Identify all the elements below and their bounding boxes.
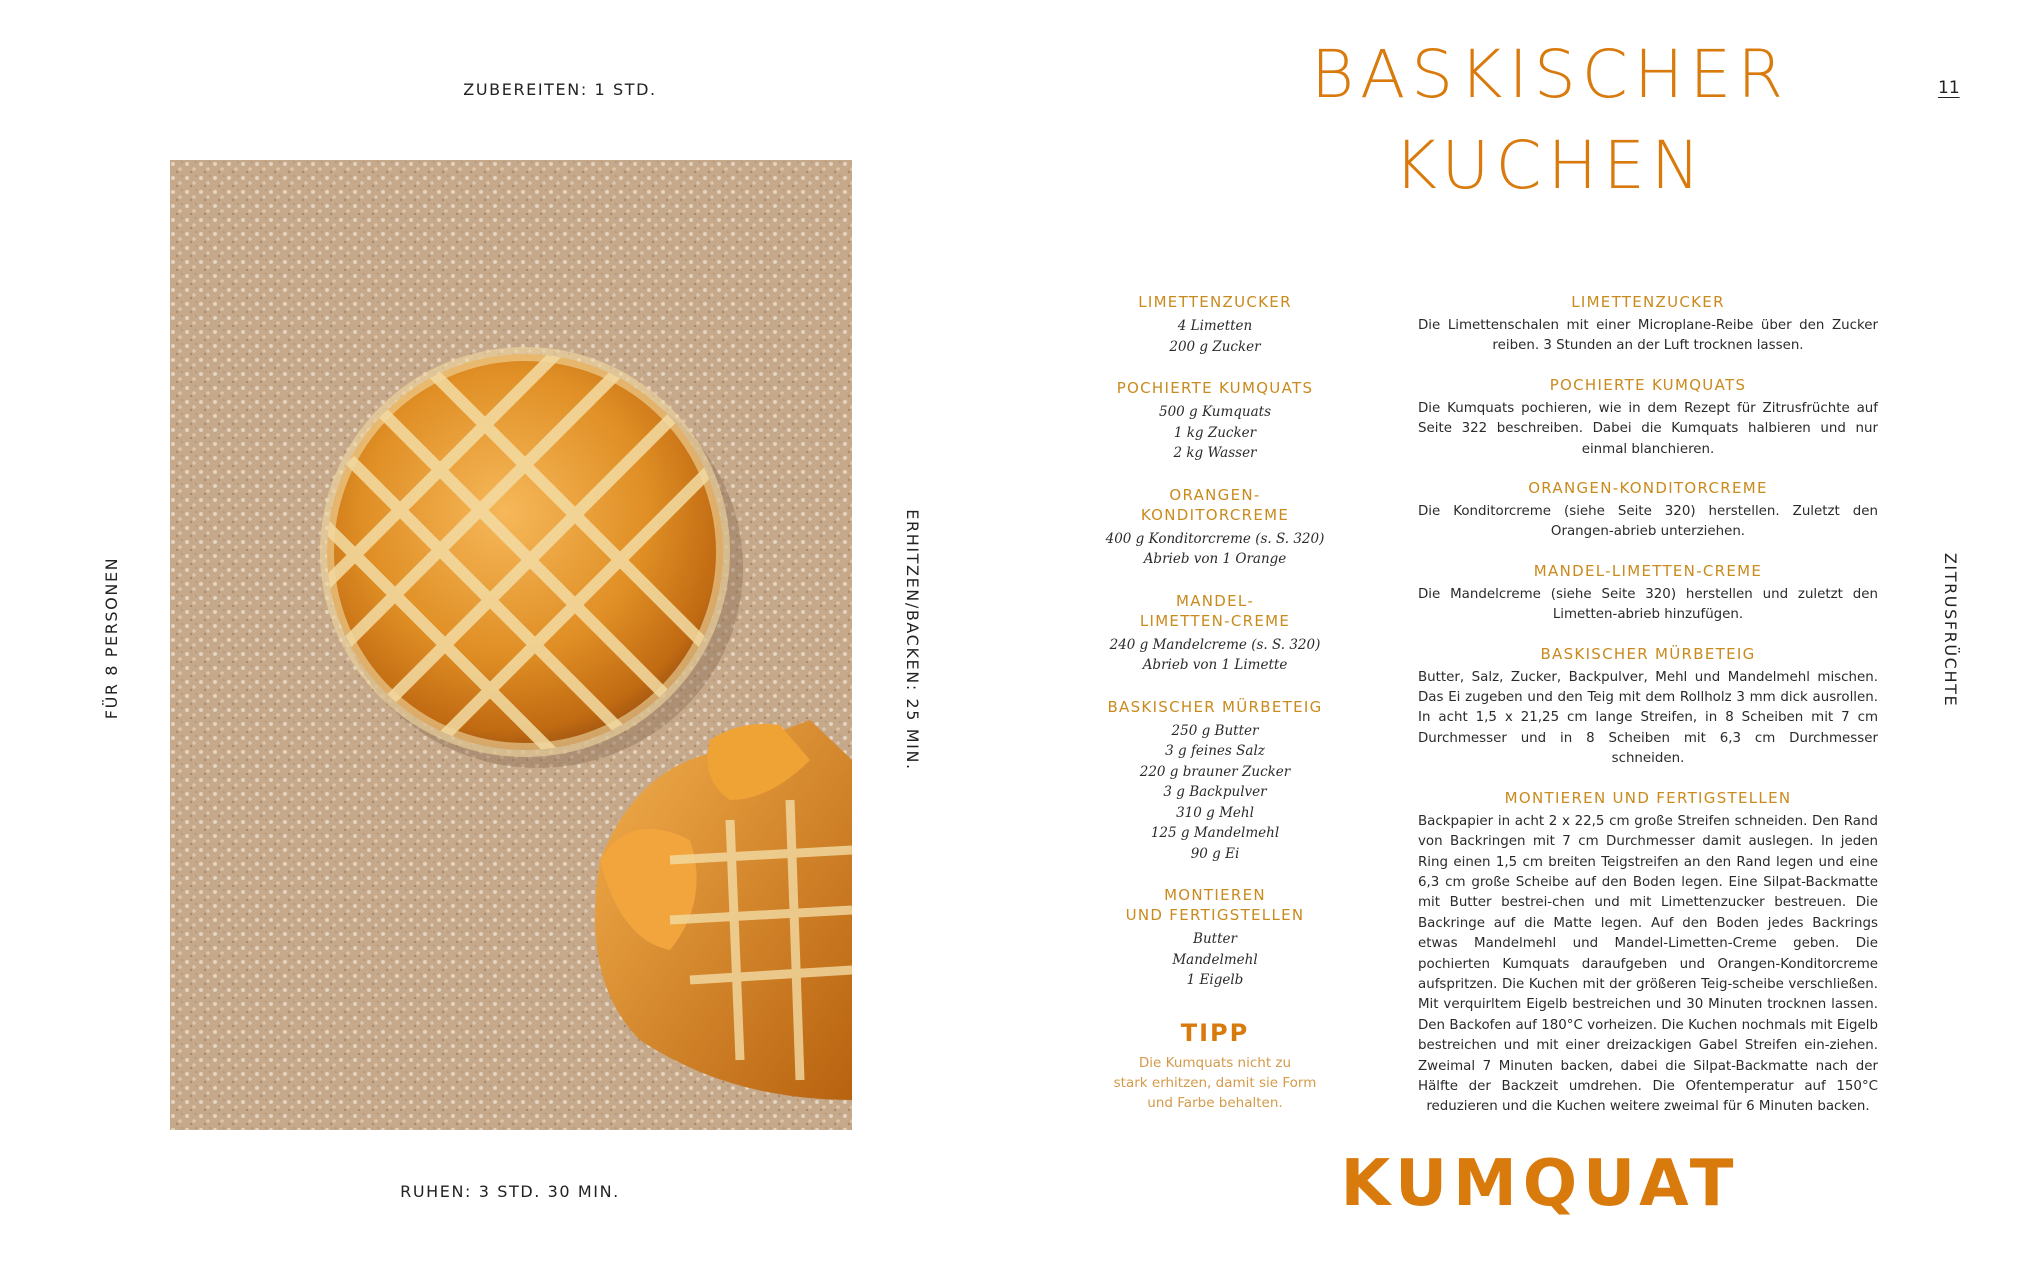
ingredient-line: 500 g Kumquats [1158, 404, 1271, 420]
method-step-title: ORANGEN-KONDITORCREME [1528, 479, 1768, 498]
bake-time: ERHITZEN/BACKEN: 25 MIN. [903, 509, 922, 771]
ingredient-line: 1 Eigelb [1186, 972, 1244, 988]
ingredient-line: 400 g Konditorcreme (s. S. 320) [1105, 530, 1325, 547]
section-label: ZITRUSFRÜCHTE [1941, 552, 1960, 708]
ingredient-group [1090, 591, 1340, 676]
cake-photo [170, 160, 852, 1130]
ingredient-line: 2 kg Wasser [1173, 445, 1257, 461]
ingredient-group-title: MANDEL- LIMETTEN-CREME [1139, 591, 1291, 630]
method-step [1418, 375, 1878, 460]
ingredient-name: KUMQUAT [1340, 1147, 1740, 1221]
method-step [1418, 292, 1878, 357]
method-step [1418, 788, 1878, 1118]
method-step [1418, 561, 1878, 626]
method-step-text: Die Limettenschalen mit einer Microplane-Reibe über den Zucker reiben. 3 Stunden an der Luft trocknen lassen. [1418, 318, 1878, 354]
ingredient-line: Butter [1193, 931, 1237, 947]
tipp-title: TIPP [1180, 1018, 1250, 1047]
ingredient-group-title: ORANGEN- KONDITORCREME [1140, 485, 1290, 524]
ingredient-line: 1 kg Zucker [1173, 424, 1257, 441]
ingredient-line: Abrieb von 1 Limette [1142, 657, 1288, 673]
method-step [1418, 478, 1878, 543]
ingredient-group-title: MONTIEREN UND FERTIGSTELLEN [1125, 886, 1305, 924]
ingredient-line: 310 g Mehl [1176, 804, 1254, 821]
method-step-text: Die Konditorcreme (siehe Seite 320) herstellen. Zuletzt den Orangen-abrieb unterziehen. [1418, 504, 1878, 540]
ingredient-group-title: BASKISCHER MÜRBETEIG [1107, 697, 1323, 716]
title-line-1: BASKISCHER [1310, 36, 1790, 113]
method-step-title: BASKISCHER MÜRBETEIG [1540, 644, 1756, 663]
ingredient-line: 240 g Mandelcreme (s. S. 320) [1109, 636, 1321, 653]
ingredient-line: 90 g Ei [1190, 845, 1240, 862]
page-number: 11 [1938, 78, 1960, 98]
rest-time: RUHEN: 3 STD. 30 MIN. [400, 1182, 620, 1201]
ingredient-group-title: LIMETTENZUCKER [1138, 293, 1292, 311]
ingredient-group-title: POCHIERTE KUMQUATS [1116, 379, 1314, 397]
method-step-title: POCHIERTE KUMQUATS [1549, 375, 1747, 394]
method-column [1418, 292, 1878, 1136]
method-step-title: MONTIEREN UND FERTIGSTELLEN [1504, 788, 1792, 807]
ingredient-line: 125 g Mandelmehl [1150, 825, 1280, 841]
ingredient-group [1090, 485, 1340, 570]
method-step-text: Butter, Salz, Zucker, Backpulver, Mehl und Mandelmehl mischen. Das Ei zugeben und den Teig mit dem Rollholz 3 mm dick ausrollen. In acht 1,5 x 21,25 cm lange Streifen, in 8 Scheiben mit 7 cm Durchmesser und in 8 Scheiben mit 6,3 cm Durchmesser schneiden. [1418, 669, 1878, 767]
ingredient-line: 250 g Butter [1171, 722, 1259, 739]
ingredients-column [1090, 292, 1340, 1113]
method-step-title: LIMETTENZUCKER [1571, 293, 1725, 311]
servings: FÜR 8 PERSONEN [102, 556, 121, 720]
title-line-2: KUCHEN [1393, 127, 1707, 204]
method-step-text: Die Kumquats pochieren, wie in dem Rezept für Zitrusfrüchte auf Seite 322 beschreiben. Dabei die Kumquats halbieren und nur einmal blanchieren. [1418, 400, 1878, 457]
ingredient-line: 3 g Backpulver [1163, 784, 1267, 800]
ingredient-group [1090, 378, 1340, 464]
ingredient-group [1090, 885, 1340, 991]
ingredient-group [1090, 292, 1340, 357]
ingredient-line: Abrieb von 1 Orange [1143, 551, 1287, 567]
ingredient-line: 3 g feines Salz [1165, 743, 1265, 759]
ingredient-line: 4 Limetten [1177, 318, 1253, 334]
method-step-text: Die Mandelcreme (siehe Seite 320) herstellen und zuletzt den Limetten-abrieb hinzufügen. [1418, 586, 1878, 623]
ingredient-group [1090, 697, 1340, 865]
ingredient-line: 220 g brauner Zucker [1139, 763, 1291, 780]
prep-time: ZUBEREITEN: 1 STD. [463, 80, 657, 99]
ingredient-line: 200 g Zucker [1169, 338, 1261, 355]
ingredient-line: Mandelmehl [1172, 951, 1258, 968]
method-step [1418, 644, 1878, 770]
tipp-text: Die Kumquats nicht zu stark erhitzen, damit sie Form und Farbe behalten. [1113, 1054, 1317, 1111]
method-step-text: Backpapier in acht 2 x 22,5 cm große Streifen schneiden. Den Rand von Backringen mit 7 cm Durchmesser damit auslegen. In jeden Ring einen 1,5 cm breiten Teigstreifen an den Rand legen und eine 6,3 cm große Scheibe auf den Boden legen. Eine Silpat-Backmatte mit Butter bestrei-chen und mit Limettenzucker bestreuen. Die Backringe auf die Matte legen. Auf den Boden jedes Backrings etwas Mandelmehl und Mandel-Limetten-Creme geben. Die pochierten Kumquats daraufgeben und Orangen-Konditorcreme aufspritzen. Die Kuchen mit der größeren Teig-scheibe verschließen. Mit verquirltem Eigelb bestreichen und 30 Minuten trocknen lassen. Den Backofen auf 180°C vorheizen. Die Kuchen nochmals mit Eigelb bestreichen und mit einer dreizackigen Gabel Streifen ein-ziehen. Zweimal 7 Minuten backen, dabei die Silpat-Backmatte nach der Hälfte der Backzeit umdrehen. Die Ofentemperatur auf 150°C reduzieren und die Kuchen weitere zweimal für 6 Minuten backen. [1418, 813, 1878, 1115]
method-step-title: MANDEL-LIMETTEN-CREME [1533, 561, 1763, 580]
